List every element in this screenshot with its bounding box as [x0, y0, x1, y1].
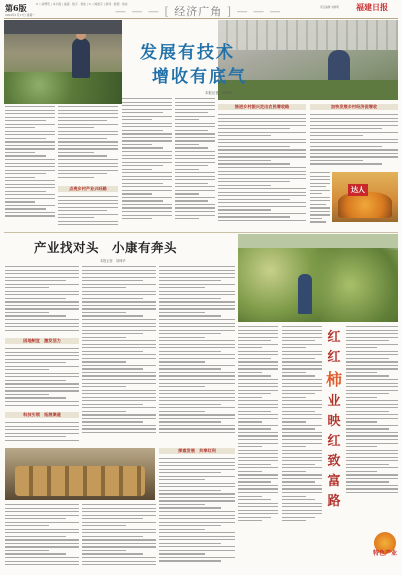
top-story-text-col-2b	[58, 196, 118, 228]
second-subhead-2: 科技引领 拓展渠道	[23, 412, 61, 417]
vertical-char: 红	[327, 350, 341, 365]
second-text-col-1	[5, 266, 79, 336]
section-divider	[4, 232, 398, 233]
photo-trees	[238, 248, 398, 322]
photo-roof	[4, 20, 122, 34]
vertical-char: 路	[327, 494, 341, 509]
vertical-char: 柿	[325, 370, 342, 389]
header-rule	[4, 18, 398, 19]
banner-dashes-right: ] — — —	[226, 5, 282, 18]
headline-line-1: 发展有技术	[140, 43, 235, 63]
top-story-text-col-4	[175, 98, 215, 228]
daren-badge: 达人	[348, 184, 368, 196]
right-text-col-2b	[310, 172, 330, 228]
photo-foliage	[4, 72, 122, 104]
second-text-col-1d	[5, 504, 79, 570]
second-subhead-3: 探索发展 共享红利	[178, 448, 216, 453]
persimmon-tree-photo	[238, 234, 398, 322]
second-story-byline: 本报记者 刘坤华	[100, 259, 126, 263]
vertical-char: 红	[327, 330, 341, 345]
vertical-feature-title	[324, 328, 344, 528]
top-story-text-col-3	[122, 98, 172, 228]
second-subhead-1: 因地制宜 激发活力	[23, 338, 61, 343]
second-text-col-3	[159, 266, 235, 446]
corner-label: 特色产业	[372, 550, 397, 557]
page-number: 第6版	[5, 3, 27, 13]
right-text-col-2	[310, 114, 398, 170]
produce-photo	[5, 448, 155, 500]
issue-date: 2022年1月17日 星期一	[5, 13, 36, 17]
right-subhead-left: 推进乡村振兴走出农民增收路	[234, 104, 290, 109]
page-header	[0, 0, 402, 18]
photo-baskets	[15, 466, 145, 496]
right-subhead-right: 加快发展乡村经济促增收	[330, 104, 378, 109]
top-story-text-col-1	[5, 106, 55, 226]
vertical-char: 映	[327, 414, 341, 429]
photo-man	[298, 274, 312, 314]
section-banner	[115, 3, 285, 18]
feature-text-col-2	[282, 326, 322, 534]
headline-line-2: 增收有底气	[152, 67, 247, 87]
vertical-char: 业	[327, 394, 341, 409]
banner-dashes-left: — — — [	[115, 5, 175, 18]
feature-corner-badge	[372, 532, 398, 570]
second-text-col-2	[82, 266, 156, 446]
top-story-subhead: 点亮乡村产业兴旺路	[69, 186, 107, 191]
top-story-text-col-2	[58, 106, 118, 184]
top-story-byline: 本报记者 刘坤华	[205, 91, 233, 95]
top-story-title	[122, 38, 272, 87]
brand-logo: 福建日报	[356, 2, 388, 12]
vertical-char: 致	[327, 454, 341, 469]
section-title: 经济广角	[174, 5, 223, 18]
top-left-photo	[4, 20, 122, 104]
feature-text-col-1	[238, 326, 278, 534]
feature-text-col-3	[346, 326, 398, 506]
right-text-col-1	[218, 114, 306, 228]
second-text-col-3b	[159, 458, 235, 570]
photo-person	[72, 38, 90, 78]
vertical-char: 富	[327, 474, 341, 489]
masthead-links: X 八闽博览 | 本书阁 | 福建 · 数字 · 智能 | X 八闽数字 | 新闻 · 数据 · 地标	[36, 2, 128, 6]
second-story-title: 产业找对头 小康有奔头	[34, 240, 178, 255]
second-text-col-1c	[5, 422, 79, 446]
right-small-photo	[332, 172, 398, 222]
second-text-col-2b	[82, 504, 156, 570]
editor-credit: 责任编辑 刘晓明	[320, 6, 339, 9]
vertical-char: 红	[327, 434, 341, 449]
second-text-col-1b	[5, 348, 79, 410]
